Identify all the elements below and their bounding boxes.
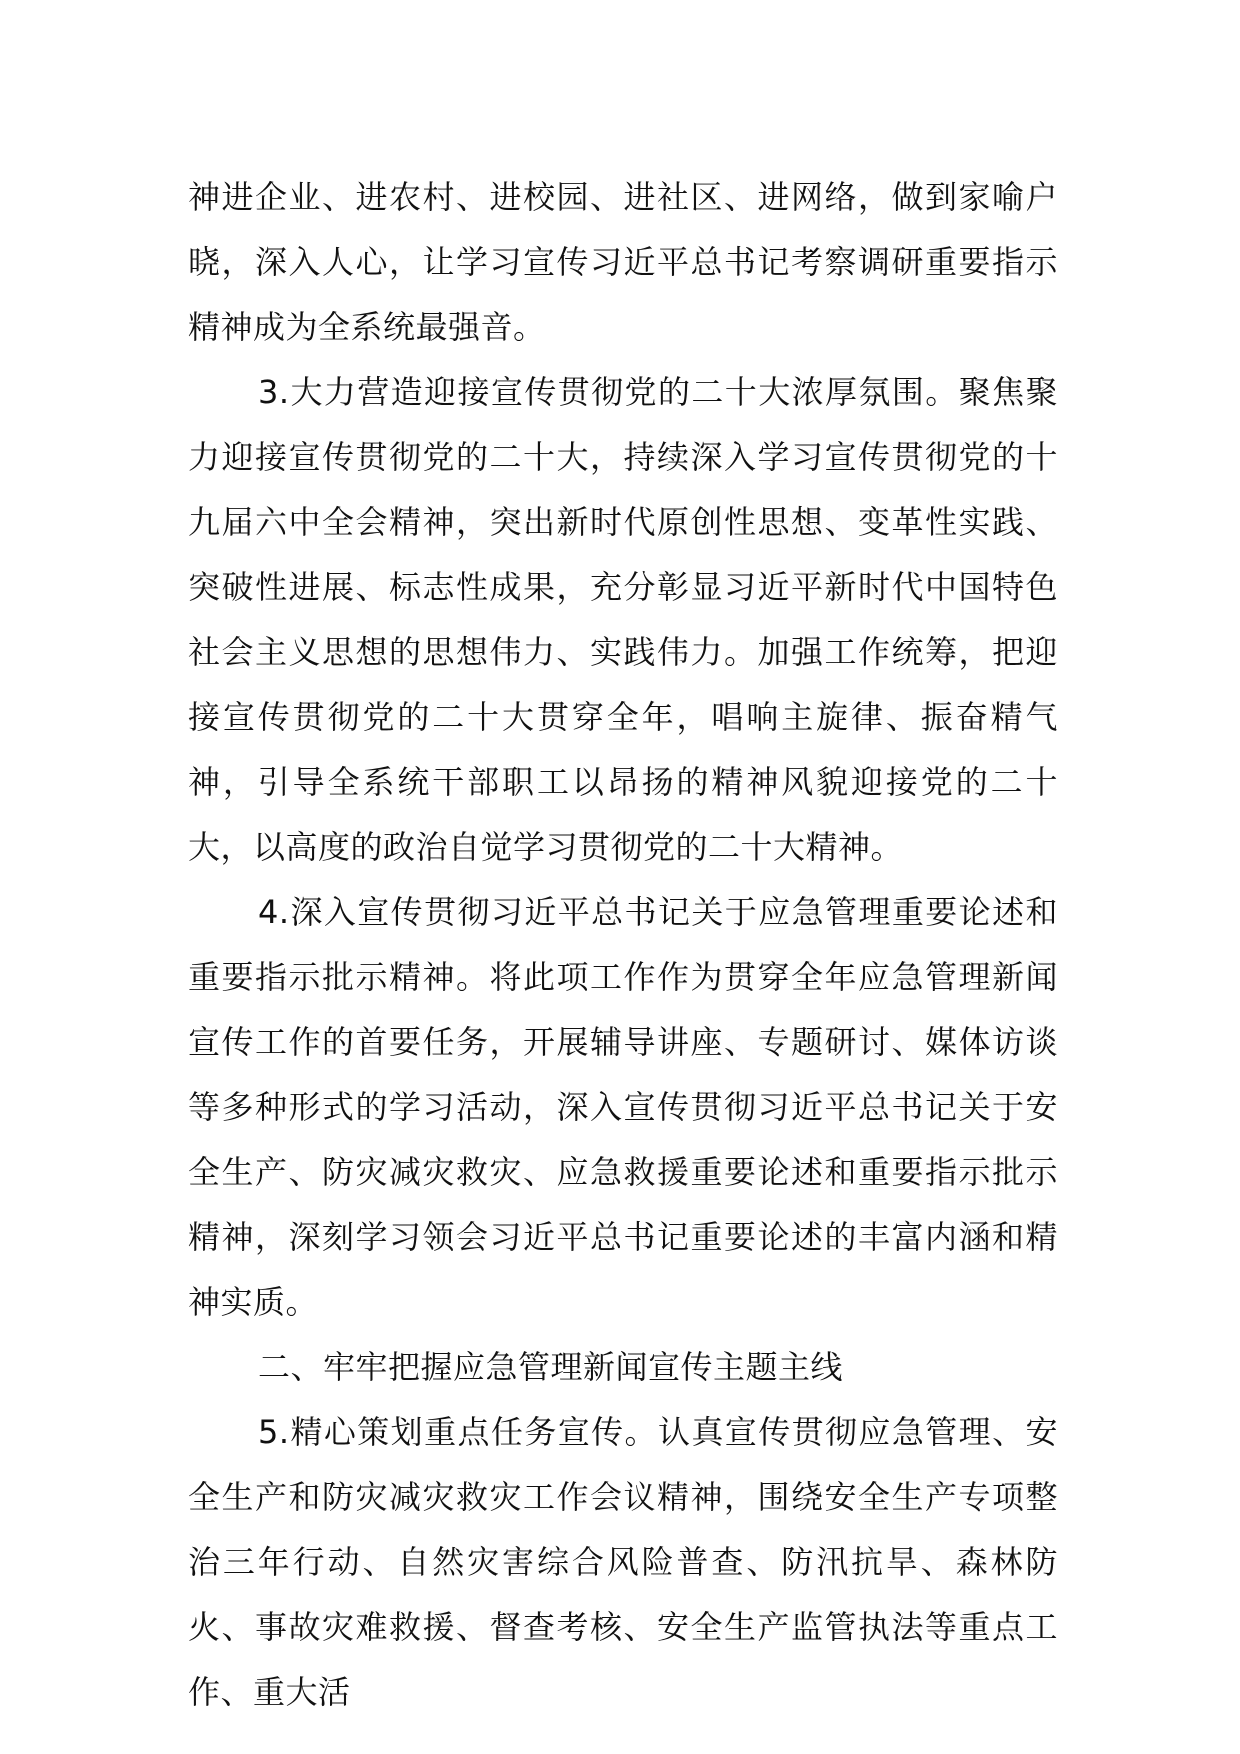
- paragraph-item-4: 4.深入宣传贯彻习近平总书记关于应急管理重要论述和重要指示批示精神。将此项工作作为贯穿全年应急管理新闻宣传工作的首要任务，开展辅导讲座、专题研讨、媒体访谈等多种形式的学习活动，深入宣传贯彻习近平总书记关于安全生产、防灾减灾救灾、应急救援重要论述和重要指示批示精神，深刻学习领会习近平总书记重要论述的丰富内涵和精神实质。: [188, 893, 1058, 1321]
- section-heading-2: 二、牢牢把握应急管理新闻宣传主题主线: [258, 1348, 844, 1386]
- paragraph-continuation: 神进企业、进农村、进校园、进社区、进网络，做到家喻户晓，深入人心，让学习宣传习近平总书记考察调研重要指示精神成为全系统最强音。: [188, 178, 1058, 346]
- paragraph-item-5: 5.精心策划重点任务宣传。认真宣传贯彻应急管理、安全生产和防灾减灾救灾工作会议精神，围绕安全生产专项整治三年行动、自然灾害综合风险普查、防汛抗旱、森林防火、事故灾难救援、督查考核、安全生产监管执法等重点工作、重大活: [188, 1413, 1058, 1711]
- paragraph-item-3: 3.大力营造迎接宣传贯彻党的二十大浓厚氛围。聚焦聚力迎接宣传贯彻党的二十大，持续深入学习宣传贯彻党的十九届六中全会精神，突出新时代原创性思想、变革性实践、突破性进展、标志性成果，充分彰显习近平新时代中国特色社会主义思想的思想伟力、实践伟力。加强工作统筹，把迎接宣传贯彻党的二十大贯穿全年，唱响主旋律、振奋精气神，引导全系统干部职工以昂扬的精神风貌迎接党的二十大，以高度的政治自觉学习贯彻党的二十大精神。: [188, 373, 1058, 866]
- document-body: [188, 165, 1058, 1725]
